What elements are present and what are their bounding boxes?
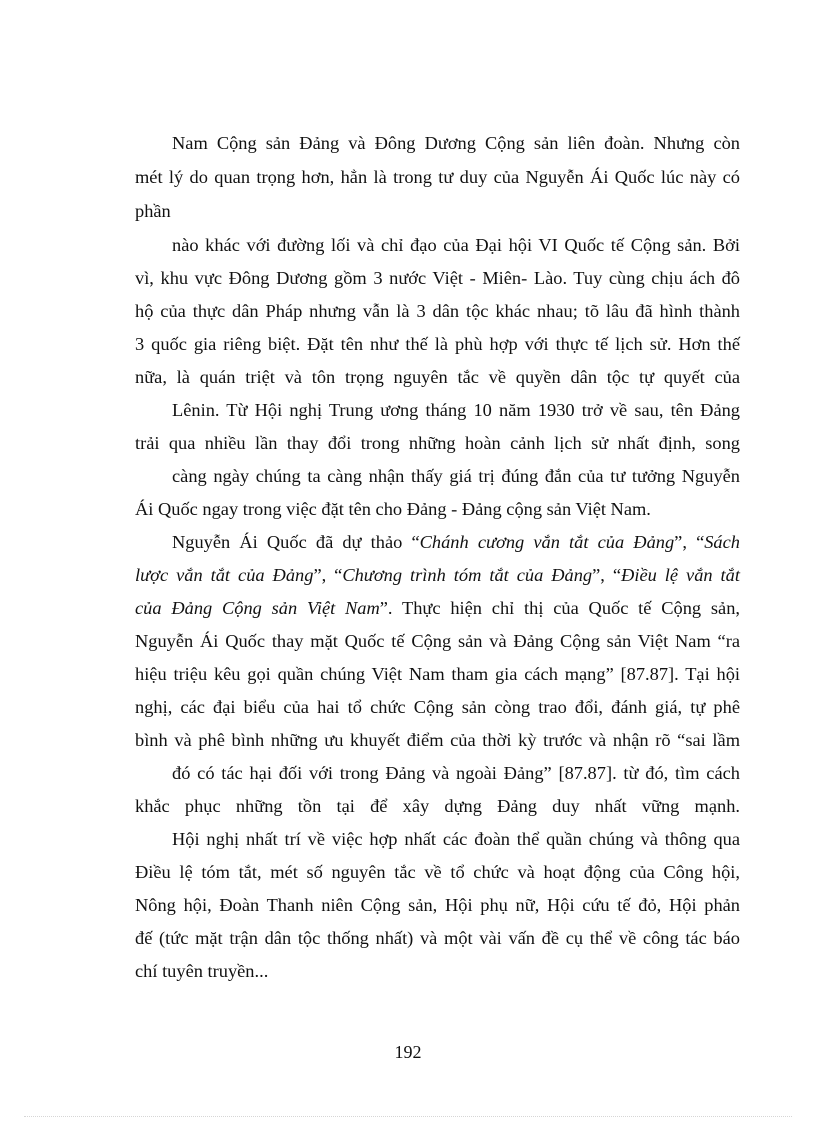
text-line: hiệu triệu kêu gọi quần chúng Việt Nam tham gia cách mạng” [87.87]. Tại hội (135, 664, 740, 684)
page-number: 192 (394, 1042, 422, 1062)
page-bottom-divider (24, 1116, 792, 1117)
text-run: ”, “ (674, 532, 705, 552)
text-line: nghị, các đại biểu của hai tổ chức Cộng sản còng trao đổi, đánh giá, tự phê (135, 697, 740, 717)
italic-title: Điều lệ vắn tắt (621, 565, 740, 585)
text-line: 3 quốc gia riêng biệt. Đặt tên như thế là phù hợp với thực tế lịch sử. Hơn thế (135, 334, 740, 354)
text-line: Điều lệ tóm tắt, mét số nguyên tắc về tổ chức và hoạt động của Công hội, (135, 862, 740, 882)
text-line: hộ của thực dân Pháp nhưng vẫn là 3 dân tộc khác nhau; tõ lâu đã hình thành (135, 301, 740, 321)
text-line: càng ngày chúng ta càng nhận thấy giá trị đúng đắn của tư tưởng Nguyễn (172, 466, 740, 486)
text-line (172, 530, 740, 554)
text-line (135, 563, 740, 587)
text-line: phần (135, 201, 171, 221)
text-line: Lênin. Từ Hội nghị Trung ương tháng 10 năm 1930 trở về sau, tên Đảng (172, 400, 740, 420)
text-line: chí tuyên truyền... (135, 961, 269, 981)
text-line: đế (tức mặt trận dân tộc thống nhất) và một vài vấn đề cụ thể về công tác báo (135, 928, 740, 948)
italic-title: Chương trình tóm tắt của Đảng (342, 565, 593, 585)
text-run: ”, “ (592, 565, 622, 585)
italic-title: của Đảng Cộng sản Việt Nam (135, 598, 380, 618)
text-line: bình và phê bình những ưu khuyết điểm của thời kỳ trước và nhận rõ “sai lầm (135, 730, 740, 750)
text-line: Nguyễn Ái Quốc thay mặt Quốc tế Cộng sản và Đảng Cộng sản Việt Nam “ra (135, 631, 740, 651)
text-line: vì, khu vực Đông Dương gồm 3 nước Việt - Miên- Lào. Tuy cùng chịu ách đô (135, 268, 740, 288)
text-line: Ái Quốc ngay trong việc đặt tên cho Đảng - Đảng cộng sản Việt Nam. (135, 499, 651, 519)
text-run: ”. Thực hiện chỉ thị của Quốc tế Cộng sản, (379, 598, 740, 618)
text-line: đó có tác hại đối với trong Đảng và ngoài Đảng” [87.87]. từ đó, tìm cách (172, 763, 740, 783)
italic-title: lược vắn tắt của Đảng (135, 565, 314, 585)
text-run: Nguyễn Ái Quốc đã dự thảo “ (172, 532, 420, 552)
text-line: nào khác với đường lối và chỉ đạo của Đại hội VI Quốc tế Cộng sản. Bởi (172, 235, 740, 255)
text-line: Nông hội, Đoàn Thanh niên Cộng sản, Hội phụ nữ, Hội cứu tế đỏ, Hội phản (135, 895, 740, 915)
text-line: Nam Cộng sản Đảng và Đông Dương Cộng sản liên đoàn. Nhưng còn (172, 133, 740, 153)
text-line: mét lý do quan trọng hơn, hẳn là trong tư duy của Nguyễn Ái Quốc lúc này có (135, 167, 740, 187)
text-line: khắc phục những tồn tại để xây dựng Đảng duy nhất vững mạnh. (135, 796, 740, 816)
italic-title: Sách (704, 532, 740, 552)
text-run: ”, “ (313, 565, 343, 585)
text-line (135, 596, 740, 620)
text-line: Hội nghị nhất trí về việc hợp nhất các đoàn thể quần chúng và thông qua (172, 829, 740, 849)
italic-title: Chánh cương vắn tắt của Đảng (419, 532, 675, 552)
text-line: nữa, là quán triệt và tôn trọng nguyên tắc về quyền dân tộc tự quyết của (135, 367, 740, 387)
text-line: trải qua nhiều lần thay đổi trong những hoàn cảnh lịch sử nhất định, song (135, 433, 740, 453)
